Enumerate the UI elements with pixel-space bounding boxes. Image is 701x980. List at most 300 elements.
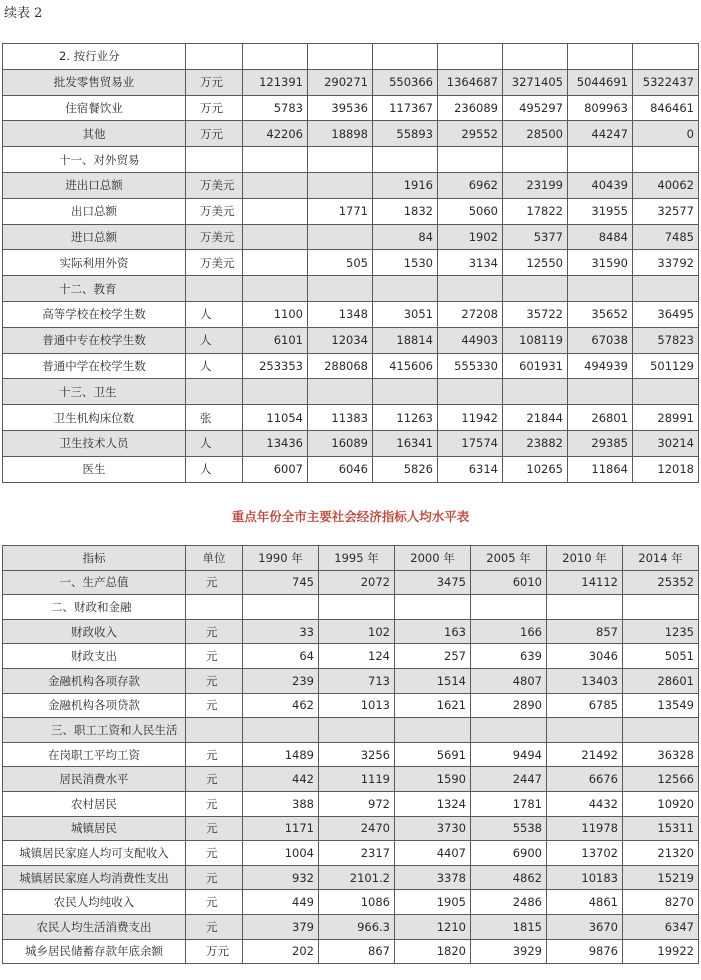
indicator-name: 其他 (3, 121, 186, 147)
unit-cell: 元 (186, 865, 243, 890)
value-cell: 11942 (438, 405, 503, 431)
value-cell (547, 718, 623, 743)
value-cell: 555330 (438, 353, 503, 379)
value-cell: 108119 (503, 327, 568, 353)
value-cell (308, 379, 373, 405)
value-cell: 12566 (623, 767, 699, 792)
value-cell: 3046 (547, 644, 623, 669)
section-row (3, 379, 699, 405)
value-cell (308, 172, 373, 198)
value-cell (243, 147, 308, 173)
table-row (3, 742, 699, 767)
value-cell: 13702 (547, 841, 623, 866)
value-cell (243, 198, 308, 224)
table-row (3, 791, 699, 816)
value-cell (623, 718, 699, 743)
unit-cell: 万元 (186, 69, 243, 95)
value-cell: 40062 (633, 172, 699, 198)
section-heading: 十二、教育 (3, 276, 186, 302)
value-cell: 1235 (623, 619, 699, 644)
unit-cell: 万元 (186, 121, 243, 147)
value-cell: 1905 (395, 890, 471, 915)
value-cell: 15311 (623, 816, 699, 841)
section-row (3, 44, 699, 70)
unit-cell: 元 (186, 890, 243, 915)
value-cell: 501129 (633, 353, 699, 379)
column-header: 单位 (186, 546, 243, 571)
indicator-name: 金融机构各项存款 (3, 668, 186, 693)
value-cell (243, 172, 308, 198)
value-cell (308, 276, 373, 302)
indicator-name: 实际利用外资 (3, 250, 186, 276)
value-cell: 28500 (503, 121, 568, 147)
value-cell (471, 718, 547, 743)
value-cell: 5322437 (633, 69, 699, 95)
value-cell: 713 (319, 668, 395, 693)
value-cell: 12550 (503, 250, 568, 276)
value-cell (319, 718, 395, 743)
column-header: 2010 年 (547, 546, 623, 571)
continued-table-label: 续表 2 (4, 6, 43, 21)
value-cell: 5538 (471, 816, 547, 841)
value-cell: 966.3 (319, 914, 395, 939)
value-cell: 117367 (373, 95, 438, 121)
value-cell (623, 595, 699, 620)
unit-cell: 万美元 (186, 198, 243, 224)
indicator-name: 城镇居民 (3, 816, 186, 841)
section-row (3, 147, 699, 173)
indicator-name: 城镇居民家庭人均消费性支出 (3, 865, 186, 890)
unit-cell (186, 718, 243, 743)
indicator-name: 农民人均生活消费支出 (3, 914, 186, 939)
value-cell: 505 (308, 250, 373, 276)
value-cell (243, 595, 319, 620)
value-cell: 36495 (633, 301, 699, 327)
value-cell (633, 44, 699, 70)
value-cell: 35652 (568, 301, 633, 327)
table-row (3, 816, 699, 841)
value-cell: 6046 (308, 456, 373, 482)
unit-cell: 元 (186, 841, 243, 866)
value-cell: 494939 (568, 353, 633, 379)
value-cell: 6010 (471, 570, 547, 595)
value-cell: 449 (243, 890, 319, 915)
value-cell: 163 (395, 619, 471, 644)
value-cell: 1916 (373, 172, 438, 198)
unit-cell: 元 (186, 570, 243, 595)
table-row (3, 327, 699, 353)
unit-cell (186, 147, 243, 173)
value-cell: 2317 (319, 841, 395, 866)
value-cell: 166 (471, 619, 547, 644)
value-cell: 2890 (471, 693, 547, 718)
value-cell: 28991 (633, 405, 699, 431)
indicator-name: 财政支出 (3, 644, 186, 669)
table-body (3, 570, 699, 964)
value-cell (568, 379, 633, 405)
value-cell: 867 (319, 939, 395, 964)
value-cell: 1781 (471, 791, 547, 816)
value-cell: 3475 (395, 570, 471, 595)
column-header: 2005 年 (471, 546, 547, 571)
value-cell: 1210 (395, 914, 471, 939)
value-cell: 3051 (373, 301, 438, 327)
table-row (3, 121, 699, 147)
value-cell: 17574 (438, 430, 503, 456)
section-heading: 2. 按行业分 (3, 44, 186, 70)
value-cell: 1832 (373, 198, 438, 224)
indicator-name: 农村居民 (3, 791, 186, 816)
value-cell (243, 250, 308, 276)
value-cell: 10265 (503, 456, 568, 482)
value-cell: 18898 (308, 121, 373, 147)
value-cell: 3670 (547, 914, 623, 939)
value-cell: 288068 (308, 353, 373, 379)
indicator-name: 医生 (3, 456, 186, 482)
unit-cell: 人 (186, 456, 243, 482)
value-cell (438, 147, 503, 173)
value-cell: 2447 (471, 767, 547, 792)
value-cell (438, 379, 503, 405)
value-cell: 0 (633, 121, 699, 147)
value-cell: 495297 (503, 95, 568, 121)
value-cell: 1086 (319, 890, 395, 915)
value-cell (308, 44, 373, 70)
section-heading: 十一、对外贸易 (3, 147, 186, 173)
indicator-name: 普通中学在校学生数 (3, 353, 186, 379)
column-header: 2014 年 (623, 546, 699, 571)
value-cell: 55893 (373, 121, 438, 147)
table-row (3, 69, 699, 95)
table-title: 重点年份全市主要社会经济指标人均水平表 (231, 509, 470, 524)
value-cell: 1100 (243, 301, 308, 327)
value-cell (438, 44, 503, 70)
value-cell: 6676 (547, 767, 623, 792)
value-cell: 239 (243, 668, 319, 693)
column-header: 1995 年 (319, 546, 395, 571)
value-cell: 4861 (547, 890, 623, 915)
value-cell: 15219 (623, 865, 699, 890)
value-cell: 36328 (623, 742, 699, 767)
value-cell: 10920 (623, 791, 699, 816)
value-cell (243, 44, 308, 70)
value-cell: 64 (243, 644, 319, 669)
value-cell: 6314 (438, 456, 503, 482)
value-cell: 17822 (503, 198, 568, 224)
value-cell (373, 276, 438, 302)
value-cell: 1820 (395, 939, 471, 964)
value-cell: 857 (547, 619, 623, 644)
value-cell: 11978 (547, 816, 623, 841)
value-cell (633, 276, 699, 302)
value-cell: 4807 (471, 668, 547, 693)
value-cell: 3134 (438, 250, 503, 276)
value-cell: 14112 (547, 570, 623, 595)
value-cell: 6101 (243, 327, 308, 353)
value-cell: 6962 (438, 172, 503, 198)
value-cell: 202 (243, 939, 319, 964)
value-cell: 932 (243, 865, 319, 890)
value-cell (438, 276, 503, 302)
value-cell: 601931 (503, 353, 568, 379)
table-row (3, 301, 699, 327)
value-cell: 388 (243, 791, 319, 816)
table-row (3, 865, 699, 890)
value-cell: 379 (243, 914, 319, 939)
value-cell: 102 (319, 619, 395, 644)
unit-cell: 人 (186, 430, 243, 456)
unit-cell (186, 276, 243, 302)
value-cell: 11383 (308, 405, 373, 431)
value-cell: 4407 (395, 841, 471, 866)
value-cell: 21844 (503, 405, 568, 431)
value-cell: 26801 (568, 405, 633, 431)
indicator-name: 进口总额 (3, 224, 186, 250)
value-cell: 1364687 (438, 69, 503, 95)
unit-cell: 元 (186, 619, 243, 644)
value-cell: 11864 (568, 456, 633, 482)
section-heading: 十三、卫生 (3, 379, 186, 405)
value-cell: 1590 (395, 767, 471, 792)
column-header: 2000 年 (395, 546, 471, 571)
table-row (3, 405, 699, 431)
value-cell: 3730 (395, 816, 471, 841)
table-row (3, 250, 699, 276)
value-cell: 21492 (547, 742, 623, 767)
indicator-name: 出口总额 (3, 198, 186, 224)
section-row (3, 718, 699, 743)
section-heading: 三、职工工资和人民生活 (3, 718, 186, 743)
table-row (3, 914, 699, 939)
indicator-name: 进出口总额 (3, 172, 186, 198)
value-cell: 16089 (308, 430, 373, 456)
unit-cell: 张 (186, 405, 243, 431)
unit-cell: 元 (186, 644, 243, 669)
value-cell (243, 379, 308, 405)
indicator-name: 卫生机构床位数 (3, 405, 186, 431)
value-cell: 442 (243, 767, 319, 792)
value-cell: 13549 (623, 693, 699, 718)
value-cell: 6347 (623, 914, 699, 939)
value-cell: 1514 (395, 668, 471, 693)
value-cell: 40439 (568, 172, 633, 198)
value-cell: 809963 (568, 95, 633, 121)
value-cell: 11054 (243, 405, 308, 431)
value-cell: 7485 (633, 224, 699, 250)
value-cell: 31590 (568, 250, 633, 276)
value-cell: 29385 (568, 430, 633, 456)
value-cell: 2470 (319, 816, 395, 841)
value-cell: 9494 (471, 742, 547, 767)
value-cell: 8270 (623, 890, 699, 915)
value-cell: 745 (243, 570, 319, 595)
value-cell (373, 147, 438, 173)
table-row (3, 668, 699, 693)
value-cell (308, 147, 373, 173)
unit-cell: 元 (186, 767, 243, 792)
value-cell: 18814 (373, 327, 438, 353)
indicator-name: 居民消费水平 (3, 767, 186, 792)
table-row (3, 939, 699, 964)
value-cell: 16341 (373, 430, 438, 456)
value-cell: 3271405 (503, 69, 568, 95)
value-cell: 29552 (438, 121, 503, 147)
value-cell (243, 224, 308, 250)
section-row (3, 595, 699, 620)
unit-cell: 万美元 (186, 172, 243, 198)
value-cell: 44247 (568, 121, 633, 147)
value-cell: 3256 (319, 742, 395, 767)
value-cell: 12018 (633, 456, 699, 482)
value-cell: 23199 (503, 172, 568, 198)
unit-cell: 元 (186, 791, 243, 816)
indicator-table-continued (2, 43, 699, 483)
value-cell: 39536 (308, 95, 373, 121)
unit-cell: 元 (186, 668, 243, 693)
value-cell: 31955 (568, 198, 633, 224)
column-header: 指标 (3, 546, 186, 571)
column-header: 1990 年 (243, 546, 319, 571)
value-cell (633, 147, 699, 173)
table-row (3, 890, 699, 915)
indicator-name: 一、生产总值 (3, 570, 186, 595)
value-cell: 1171 (243, 816, 319, 841)
value-cell: 124 (319, 644, 395, 669)
value-cell: 4862 (471, 865, 547, 890)
value-cell: 3378 (395, 865, 471, 890)
unit-cell: 元 (186, 816, 243, 841)
indicator-name: 高等学校在校学生数 (3, 301, 186, 327)
value-cell: 972 (319, 791, 395, 816)
value-cell: 8484 (568, 224, 633, 250)
value-cell: 5044691 (568, 69, 633, 95)
indicator-name: 财政收入 (3, 619, 186, 644)
value-cell: 1902 (438, 224, 503, 250)
value-cell (471, 595, 547, 620)
value-cell: 84 (373, 224, 438, 250)
table-row (3, 644, 699, 669)
value-cell: 5060 (438, 198, 503, 224)
unit-cell: 元 (186, 693, 243, 718)
table-row (3, 767, 699, 792)
value-cell: 2486 (471, 890, 547, 915)
value-cell: 9876 (547, 939, 623, 964)
value-cell: 67038 (568, 327, 633, 353)
value-cell: 2072 (319, 570, 395, 595)
value-cell: 550366 (373, 69, 438, 95)
value-cell (503, 276, 568, 302)
value-cell: 25352 (623, 570, 699, 595)
value-cell (395, 595, 471, 620)
value-cell (373, 44, 438, 70)
value-cell: 3929 (471, 939, 547, 964)
table-body (3, 44, 699, 483)
value-cell: 28601 (623, 668, 699, 693)
indicator-name: 卫生技术人员 (3, 430, 186, 456)
value-cell (568, 44, 633, 70)
value-cell: 4432 (547, 791, 623, 816)
value-cell: 33792 (633, 250, 699, 276)
unit-cell: 人 (186, 301, 243, 327)
table-row (3, 570, 699, 595)
value-cell: 1013 (319, 693, 395, 718)
value-cell: 27208 (438, 301, 503, 327)
value-cell: 23882 (503, 430, 568, 456)
value-cell: 10183 (547, 865, 623, 890)
indicator-name: 城镇居民家庭人均可支配收入 (3, 841, 186, 866)
table-row (3, 172, 699, 198)
value-cell (503, 379, 568, 405)
value-cell: 846461 (633, 95, 699, 121)
value-cell: 1815 (471, 914, 547, 939)
value-cell: 1489 (243, 742, 319, 767)
per-capita-table (2, 545, 699, 964)
table-row (3, 693, 699, 718)
value-cell: 12034 (308, 327, 373, 353)
section-row (3, 276, 699, 302)
unit-cell: 元 (186, 914, 243, 939)
unit-cell: 人 (186, 353, 243, 379)
value-cell: 6007 (243, 456, 308, 482)
value-cell: 5377 (503, 224, 568, 250)
value-cell: 32577 (633, 198, 699, 224)
value-cell: 121391 (243, 69, 308, 95)
indicator-name: 批发零售贸易业 (3, 69, 186, 95)
table-row (3, 456, 699, 482)
unit-cell (186, 44, 243, 70)
value-cell: 5783 (243, 95, 308, 121)
table-row (3, 353, 699, 379)
value-cell (633, 379, 699, 405)
value-cell: 5826 (373, 456, 438, 482)
table-row (3, 841, 699, 866)
value-cell: 415606 (373, 353, 438, 379)
indicator-name: 城乡居民储蓄存款年底余额 (3, 939, 186, 964)
value-cell: 42206 (243, 121, 308, 147)
value-cell (395, 718, 471, 743)
table-row (3, 198, 699, 224)
table-header-row (3, 546, 699, 571)
section-heading: 二、财政和金融 (3, 595, 186, 620)
value-cell: 5051 (623, 644, 699, 669)
value-cell: 462 (243, 693, 319, 718)
value-cell: 290271 (308, 69, 373, 95)
value-cell: 21320 (623, 841, 699, 866)
table-row (3, 224, 699, 250)
value-cell (243, 718, 319, 743)
value-cell (319, 595, 395, 620)
value-cell: 57823 (633, 327, 699, 353)
unit-cell: 万元 (186, 939, 243, 964)
value-cell: 5691 (395, 742, 471, 767)
indicator-name: 普通中专在校学生数 (3, 327, 186, 353)
value-cell: 1771 (308, 198, 373, 224)
value-cell: 2101.2 (319, 865, 395, 890)
value-cell: 13403 (547, 668, 623, 693)
unit-cell: 万元 (186, 95, 243, 121)
value-cell: 30214 (633, 430, 699, 456)
value-cell: 253353 (243, 353, 308, 379)
value-cell: 257 (395, 644, 471, 669)
value-cell: 44903 (438, 327, 503, 353)
table-row (3, 619, 699, 644)
value-cell: 236089 (438, 95, 503, 121)
value-cell (503, 147, 568, 173)
value-cell: 33 (243, 619, 319, 644)
unit-cell: 元 (186, 742, 243, 767)
unit-cell: 万美元 (186, 250, 243, 276)
table-row (3, 95, 699, 121)
